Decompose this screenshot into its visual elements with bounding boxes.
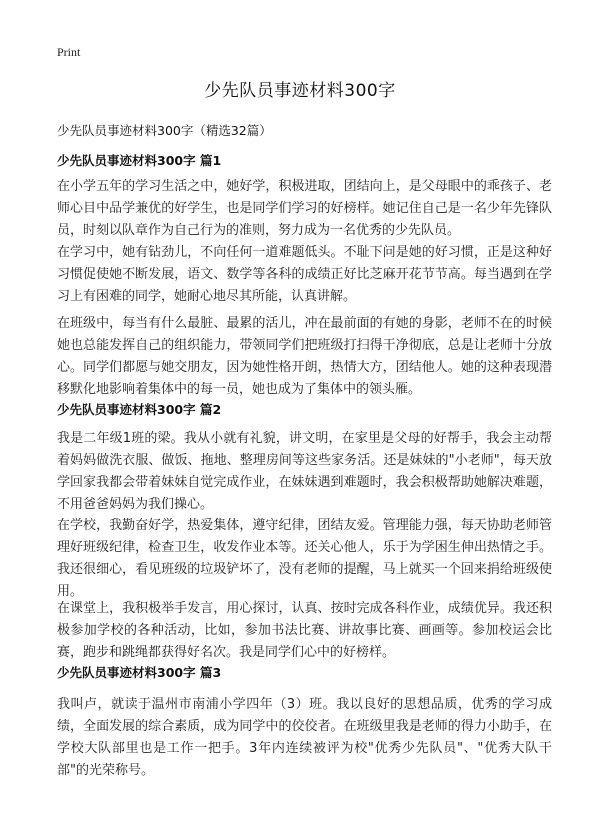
paragraph: 我叫卢，就读于温州市南浦小学四年（3）班。我以良好的思想品质，优秀的学习成绩，全面发展的综合素质，成为同学中的佼佼者。在班级里我是老师的得力小助手，在学校大队部里也是工作一把手。3年内连续被评为校"优秀少先队员"、"优秀大队干部"的光荣称号。	[57, 697, 552, 778]
paragraph: 我是二年级1班的梁。我从小就有礼貌，讲文明，在家里是父母的好帮手，我会主动帮着妈妈做洗衣服、做饭、拖地、整理房间等这些家务活。还是妹妹的"小老师"，每天放学回家我都会带着妹妹自觉完成作业，在妹妹遇到难题时，我会积极帮助她解决难题，不用爸爸妈妈为我们操心。	[57, 431, 552, 512]
section-heading: 少先队员事迹材料300字 篇2	[57, 402, 222, 417]
paragraph: 在学校，我勤奋好学，热爱集体，遵守纪律，团结友爱。管理能力强，每天协助老师管理好班级纪律，检查卫生，收发作业本等。还关心他人，乐于为学困生伸出热情之手。我还很细心，看见班级的垃圾铲坏了，没有老师的提醒，马上就买一个回来捐给班级使用。	[57, 518, 552, 599]
section-heading: 少先队员事迹材料300字 篇3	[57, 665, 222, 680]
paragraph: 在学习中，她有钻劲儿，不向任何一道难题低头。不耻下问是她的好习惯，正是这种好习惯促使她不断发展，语文、数学等各科的成绩正好比芝麻开花节节高。每当遇到在学习上有困难的同学，她耐心地尽其所能，认真讲解。	[57, 245, 552, 304]
print-link[interactable]: Print	[57, 45, 81, 59]
paragraph: 在小学五年的学习生活之中，她好学，积极进取，团结向上，是父母眼中的乖孩子、老师心目中品学兼优的好学生，也是同学们学习的好榜样。她记住自己是一名少年先锋队员，时刻以队章作为自己行为的准则，努力成为一名优秀的少先队员。	[57, 179, 552, 238]
paragraph: 在班级中，每当有什么最脏、最累的活儿，冲在最前面的有她的身影，老师不在的时候她也总能发挥自己的组织能力，带领同学们把班级打扫得干净彻底，总是让老师十分放心。同学们都愿与她交朋友，因为她性格开朗，热情大方，团结他人。她的这种表现潜移默化地影响着集体中的每一员，她也成为了集体中的领头雁。	[57, 316, 552, 397]
document-subtitle: 少先队员事迹材料300字（精选32篇）	[57, 123, 272, 138]
section-heading: 少先队员事迹材料300字 篇1	[57, 153, 222, 168]
paragraph: 在课堂上，我积极举手发言，用心探讨，认真、按时完成各科作业，成绩优异。我还积极参加学校的各种活动，比如，参加书法比赛、讲故事比赛、画画等。参加校运会比赛，跑步和跳绳都获得好名次。我是同学们心中的好榜样。	[57, 601, 552, 660]
document-title: 少先队员事迹材料300字	[204, 81, 396, 101]
